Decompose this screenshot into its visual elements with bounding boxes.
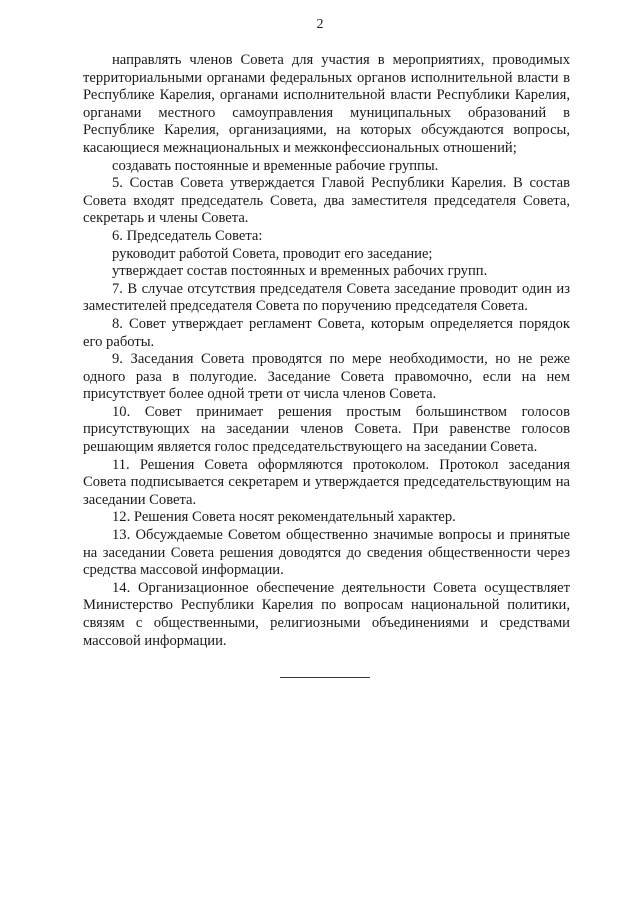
paragraph-item-12: 12. Решения Совета носят рекомендательный характер. [112,509,456,526]
paragraph-item-6-lead: руководит работой Совета, проводит его заседание; [112,245,433,262]
paragraph-item-5: 5. Состав Совета утверждается Главой Республики Карелия. В состав Совета входят председатель Совета, два заместителя председателя Совета, секретарь и члены Совета. [83,175,570,227]
paragraph-item-13: 13. Обсуждаемые Советом общественно значимые вопросы и принятые на заседании Совета решения доводятся до сведения общественности через средства массовой информации. [83,527,570,579]
paragraph-item-8: 8. Совет утверждает регламент Совета, которым определяется порядок его работы. [83,315,570,350]
paragraph-duty-send-members: направлять членов Совета для участия в мероприятиях, проводимых территориальными органами федеральных органов исполнительной власти в Республике Карелия, органами исполнительной власти Республики Карелия, органами местного самоуправления муниципальных образований в Республике Карелия, организациями, на которых обсуждаются вопросы, касающиеся межнациональных и межконфессиональных отношений; [83,52,570,156]
end-of-document-rule [280,677,370,678]
paragraph-item-7: 7. В случае отсутствия председателя Совета заседание проводит один из заместителей председателя Совета по поручению председателя Совета. [83,280,570,315]
paragraph-item-14: 14. Организационное обеспечение деятельности Совета осуществляет Министерство Республики Карелия по вопросам национальной политики, связям с общественными, религиозными объединениями и средствами массовой информации. [83,579,570,649]
paragraph-item-11: 11. Решения Совета оформляются протоколом. Протокол заседания Совета подписывается секретарем и утверждается председательствующим на заседании Совета. [83,456,570,508]
paragraph-item-9: 9. Заседания Совета проводятся по мере необходимости, но не реже одного раза в полугодие. Заседание Совета правомочно, если на нем присутствует более одной трети от числа членов Совета. [83,351,570,403]
paragraph-item-10: 10. Совет принимает решения простым большинством голосов присутствующих на заседании членов Совета. При равенстве голосов решающим является голос председательствующего на заседании Совета. [83,403,570,456]
page-number: 2 [316,17,324,32]
paragraph-duty-create-groups: создавать постоянные и временные рабочие группы. [112,157,439,174]
paragraph-item-6: 6. Председатель Совета: [112,227,263,244]
document-body [83,52,570,650]
paragraph-item-6-approve: утверждает состав постоянных и временных рабочих групп. [112,263,488,280]
